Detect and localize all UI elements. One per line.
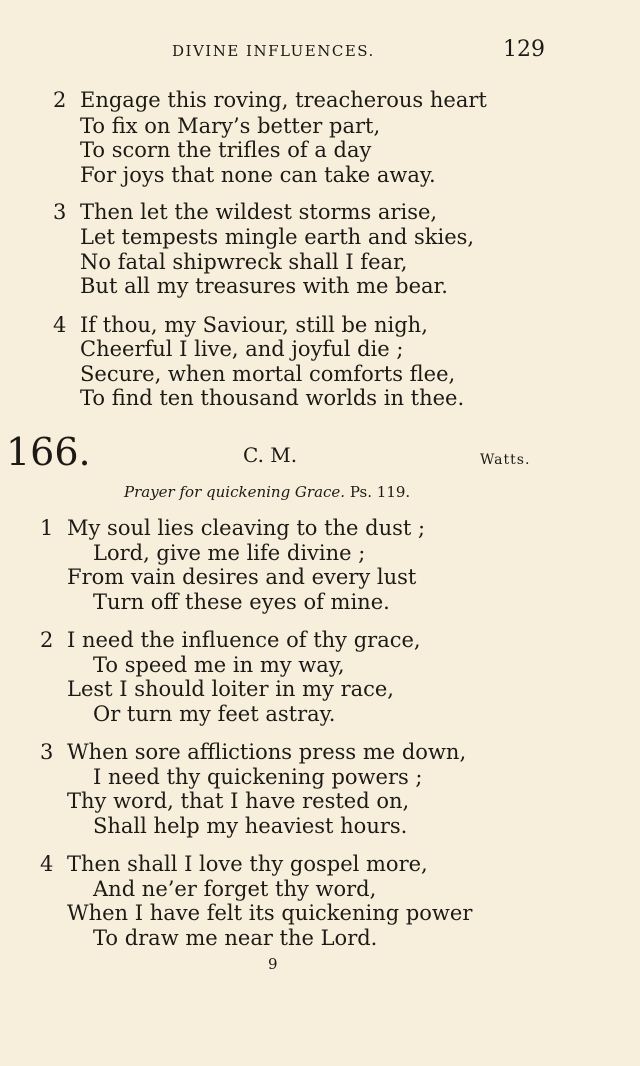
verse-line: But all my treasures with me bear. [80,274,448,298]
verse-line: I need thy quickening powers ; [93,765,423,789]
verse-line: Let tempests mingle earth and skies, [80,225,475,249]
verse-line: When sore afflictions press me down, [67,740,467,764]
hymn-author: Watts. [480,452,531,468]
stanza-number: 1 [40,516,54,540]
verse-line: Turn off these eyes of mine. [93,590,390,614]
hymn-number: 166. [6,430,91,474]
running-title: DIVINE INFLUENCES. [172,42,375,60]
verse-line: No fatal shipwreck shall I fear, [80,250,408,274]
stanza-number: 4 [40,852,54,876]
verse-line: For joys that none can take away. [80,163,436,187]
verse-line: Shall help my heaviest hours. [93,814,408,838]
signature-mark: 9 [268,955,278,973]
verse-line: Engage this roving, treacherous heart [80,88,487,112]
verse-line: When I have felt its quickening power [67,901,473,925]
verse-line: Lord, give me life divine ; [93,541,366,565]
stanza-number: 3 [40,740,54,764]
verse-line: To speed me in my way, [93,653,345,677]
verse-line: Then shall I love thy gospel more, [67,852,428,876]
verse-line: To fix on Mary’s better part, [80,114,381,138]
verse-line: Lest I should loiter in my race, [67,677,394,701]
verse-line: Secure, when mortal comforts flee, [80,362,456,386]
verse-line: I need the influence of thy grace, [67,628,421,652]
stanza-number: 2 [53,88,67,112]
hymn-meter: C. M. [243,443,298,467]
scripture-reference: Ps. 119. [349,483,411,501]
verse-line: Or turn my feet astray. [93,702,336,726]
verse-line: To draw me near the Lord. [93,926,378,950]
subtitle-text: Prayer for quickening Grace. [124,483,346,501]
verse-line: And ne’er forget thy word, [93,877,377,901]
verse-line: To scorn the trifles of a day [80,138,372,162]
verse-line: My soul lies cleaving to the dust ; [67,516,426,540]
stanza-number: 2 [40,628,54,652]
verse-line: Then let the wildest storms arise, [80,200,438,224]
stanza-number: 4 [53,313,67,337]
verse-line: To find ten thousand worlds in thee. [80,386,465,410]
verse-line: If thou, my Saviour, still be nigh, [80,313,428,337]
page-number: 129 [503,37,545,62]
hymn-subtitle [124,483,410,501]
verse-line: From vain desires and every lust [67,565,417,589]
verse-line: Thy word, that I have rested on, [67,789,410,813]
verse-line: Cheerful I live, and joyful die ; [80,337,404,361]
stanza-number: 3 [53,200,67,224]
